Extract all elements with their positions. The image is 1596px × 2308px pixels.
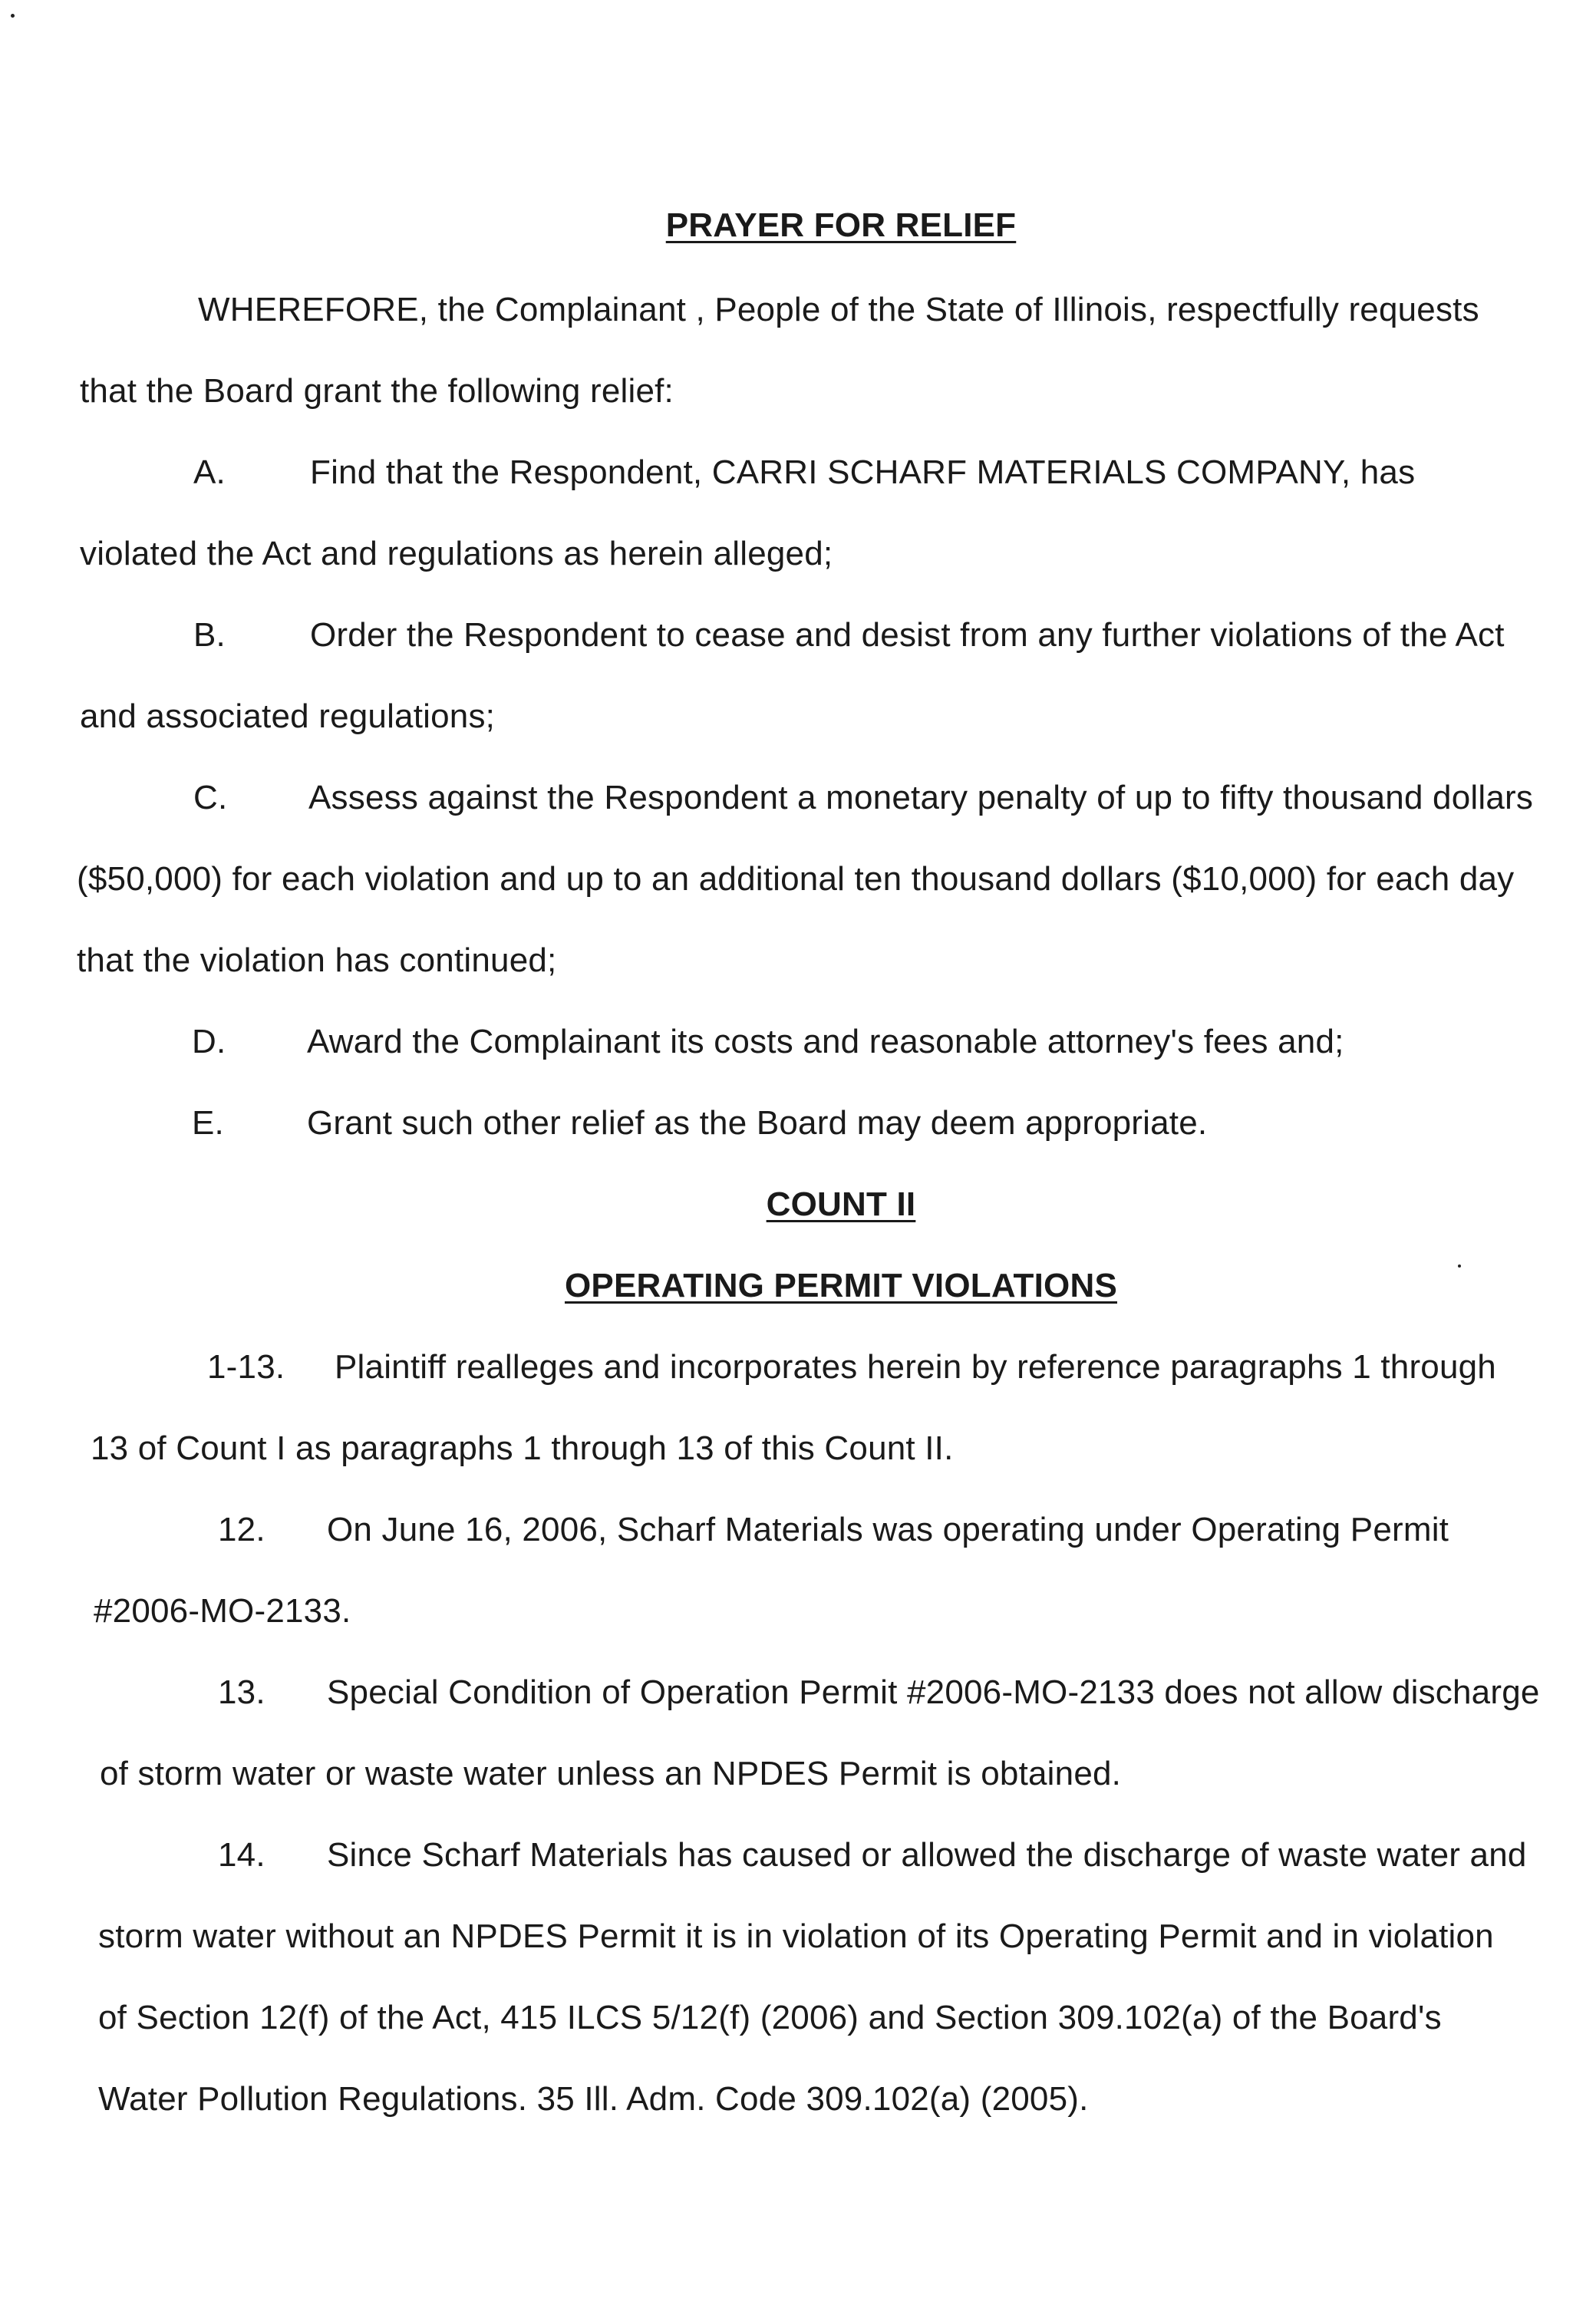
operating-permit-violations-heading: OPERATING PERMIT VIOLATIONS (564, 1267, 1117, 1304)
scan-speck (11, 14, 15, 18)
relief-item-d-line-1: Award the Complainant its costs and reasonable attorney's fees and; (307, 1023, 1344, 1060)
paragraph-13-line-1: Special Condition of Operation Permit #2006-MO-2133 does not allow discharge (327, 1673, 1540, 1711)
relief-item-b-line-1: Order the Respondent to cease and desist from any further violations of the Act (310, 616, 1505, 654)
relief-item-a-line-1: Find that the Respondent, CARRI SCHARF MATERIALS COMPANY, has (310, 453, 1416, 491)
paragraph-12-line-1: On June 16, 2006, Scharf Materials was operating under Operating Permit (327, 1511, 1449, 1548)
relief-item-c-line-2: ($50,000) for each violation and up to an additional ten thousand dollars ($10,000) for each day (77, 860, 1515, 898)
paragraph-13-number: 13. (218, 1673, 265, 1711)
paragraph-14-line-4: Water Pollution Regulations. 35 Ill. Adm. Code 309.102(a) (2005). (98, 2080, 1089, 2118)
relief-item-a-letter: A. (193, 453, 226, 491)
paragraph-1-13-number: 1-13. (207, 1348, 285, 1386)
paragraph-1-13-line-1: Plaintiff realleges and incorporates herein by reference paragraphs 1 through (335, 1348, 1496, 1386)
paragraph-12-number: 12. (218, 1511, 265, 1548)
count-ii-heading: COUNT II (766, 1185, 916, 1223)
relief-item-c-letter: C. (193, 779, 228, 816)
paragraph-1-13-line-2: 13 of Count I as paragraphs 1 through 13 of this Count II. (91, 1429, 954, 1467)
intro-line-1: WHEREFORE, the Complainant , People of the State of Illinois, respectfully requests (198, 291, 1479, 328)
paragraph-14-line-1: Since Scharf Materials has caused or allowed the discharge of waste water and (327, 1836, 1527, 1874)
relief-item-d-letter: D. (192, 1023, 226, 1060)
paragraph-13-line-2: of storm water or waste water unless an NPDES Permit is obtained. (100, 1755, 1122, 1792)
relief-item-e-line-1: Grant such other relief as the Board may deem appropriate. (307, 1104, 1208, 1142)
paragraph-12-line-2: #2006-MO-2133. (94, 1592, 351, 1630)
prayer-for-relief-heading: PRAYER FOR RELIEF (665, 206, 1017, 244)
paragraph-14-number: 14. (218, 1836, 265, 1874)
relief-item-c-line-1: Assess against the Respondent a monetary penalty of up to fifty thousand dollars (308, 779, 1534, 816)
paragraph-14-line-2: storm water without an NPDES Permit it is in violation of its Operating Permit and in violation (98, 1917, 1494, 1955)
relief-item-b-line-2: and associated regulations; (80, 697, 496, 735)
relief-item-c-line-3: that the violation has continued; (77, 941, 557, 979)
intro-line-2: that the Board grant the following relief: (80, 372, 674, 410)
paragraph-14-line-3: of Section 12(f) of the Act, 415 ILCS 5/12(f) (2006) and Section 309.102(a) of the Board's (98, 1999, 1442, 2036)
relief-item-a-line-2: violated the Act and regulations as herein alleged; (80, 535, 833, 572)
relief-item-e-letter: E. (192, 1104, 224, 1142)
relief-item-b-letter: B. (193, 616, 226, 654)
